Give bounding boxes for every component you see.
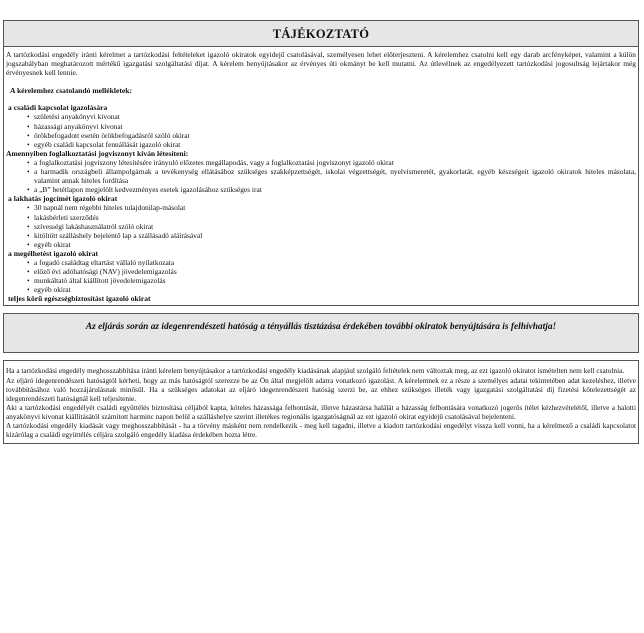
bottom-section <box>3 360 639 444</box>
list-item: • egyéb okirat <box>34 285 636 294</box>
group-employment <box>6 149 636 194</box>
group-housing <box>6 194 636 249</box>
notice-banner: Az eljárás során az idegenrendészeti hatóság a tényállás tisztázása érdekében további okiratok benyújtására is felhívhatja! <box>3 313 639 353</box>
list-item: • 30 napnál nem régebbi hiteles tulajdonilap-másolat <box>34 203 636 212</box>
list-item: • a „B” betétlapon megjelölt kedvezményes esetek igazolásához szükséges irat <box>34 185 636 194</box>
document-page <box>3 20 639 444</box>
list-item: • szívességi lakáshasználatról szóló okirat <box>34 222 636 231</box>
group-livelihood <box>6 249 636 294</box>
list-item: • házassági anyakönyvi kivonat <box>34 122 636 131</box>
bottom-paragraph: Ha a tartózkodási engedély meghosszabbítása iránti kérelem benyújtásakor a tartózkodási engedély kiadásának alapjául szolgáló feltételek nem változtak meg, az ezt igazoló okiratot ismételten nem kell csatolnia. <box>6 366 625 376</box>
group-list <box>6 203 636 248</box>
list-item: • munkáltató által kiállított jövedelemigazolás <box>34 276 636 285</box>
bottom-paragraph: A tartózkodási engedély kiadását vagy meghosszabbítását - ha a törvény másként nem rendelkezik - meg kell tagadni, illetve a kiadott tartózkodási engedélyt vissza kell vonni, ha a kérelmező a családi kapcsolatot kizárólag a családi együttélés céljára szolgáló engedély kiadása érdekében hozta létre. <box>6 421 636 440</box>
bottom-paragraph: Aki a tartózkodási engedélyét családi együttélés biztosítása céljából kapta, köteles házassága felbontását, illetve házastársa halálát a házasság felbontására vonatkozó jogerős ítélet kézhezvételétől, illetve a halotti anyakönyvi kivonat kiállításától számított harminc napon belül a szálláshelye szerint illetékes regionális igazgatóságnál az ezt igazoló okirat egyidejű csatolásával bejelenteni. <box>6 402 636 421</box>
list-item: • egyéb okirat <box>34 240 636 249</box>
list-item: • születési anyakönyvi kivonat <box>34 112 636 121</box>
list-item: • a fogadó családtag eltartást vállaló nyilatkozata <box>34 258 636 267</box>
attachments-title: A kérelemhez csatolandó mellékletek: <box>10 86 132 96</box>
group-list <box>6 112 636 148</box>
list-item: • örökbefogadott esetén örökbefogadásról szóló okirat <box>34 131 636 140</box>
list-item: • egyéb családi kapcsolat fennállását igazoló okirat <box>34 140 636 149</box>
group-title: Amennyiben foglalkoztatási jogviszonyt kíván létesíteni: <box>6 148 189 158</box>
group-list <box>6 158 636 194</box>
list-item: • előző évi adóhatósági (NAV) jövedelemigazolás <box>34 267 636 276</box>
group-title: a lakhatás jogcímét igazoló okirat <box>8 194 118 204</box>
group-list <box>6 258 636 294</box>
document-title: TÁJÉKOZTATÓ <box>3 20 639 47</box>
list-item: • kitöltött szálláshely bejelentő lap a szállásadó aláírásával <box>34 231 636 240</box>
group-family <box>6 103 636 148</box>
bottom-paragraph: Az eljáró idegenrendészeti hatóságtól kérheti, hogy az más hatóságtól szerezze be az Ön által megjelölt adatra vonatkozó igazolást. A kérelemnek ez a része a személyes adatai tekintetében adat kezeléshez, illetve továbbításához való hozzájárulásnak minősül. Ha a szükséges adatokat az eljáró idegenrendészeti hatóság szerzi be, az ehhez szükséges illeték vagy igazgatási szolgáltatási díj fizetési kötelezettségét az idegenrendészeti hatóságnál kell teljesítenie. <box>6 375 636 403</box>
group-title: a megélhetést igazoló okirat <box>8 248 99 258</box>
list-item: • lakásbérleti szerződés <box>34 213 636 222</box>
health-insurance-item: teljes körű egészségbiztosítást igazoló okirat <box>8 294 151 304</box>
intro-paragraph: A tartózkodási engedély iránti kérelmet a tartózkodási feltételeket igazoló okiratok egyidejű csatolásával, személyesen lehet előterjeszteni. A kérelemhez csatolni kell egy darab arcfényképet, valamint a külön jogszabályban meghatározott mértékű igazgatási szolgáltatási díjat. A kérelem benyújtásakor az érvényes úti okmányt be kell mutatni. Az útlevélnek az engedélyezett tartózkodási jogosultság lejártakor még érvényesnek kell lennie. <box>6 50 636 78</box>
main-section <box>3 47 639 306</box>
list-item: • a harmadik országbeli állampolgárnak a tevékenység ellátásához szükséges szakképzettségét, iskolai végzettségét, nyelvismeretét, gyakorlatát, egyéb készségeit igazoló okiratok hiteles másolata, valamint annak hiteles fordítása <box>34 167 636 185</box>
group-title: a családi kapcsolat igazolására <box>8 103 108 113</box>
list-item: • a foglalkoztatási jogviszony létesítésére irányuló előzetes megállapodás, vagy a foglalkoztatási jogviszonyt igazoló okirat <box>34 158 636 167</box>
